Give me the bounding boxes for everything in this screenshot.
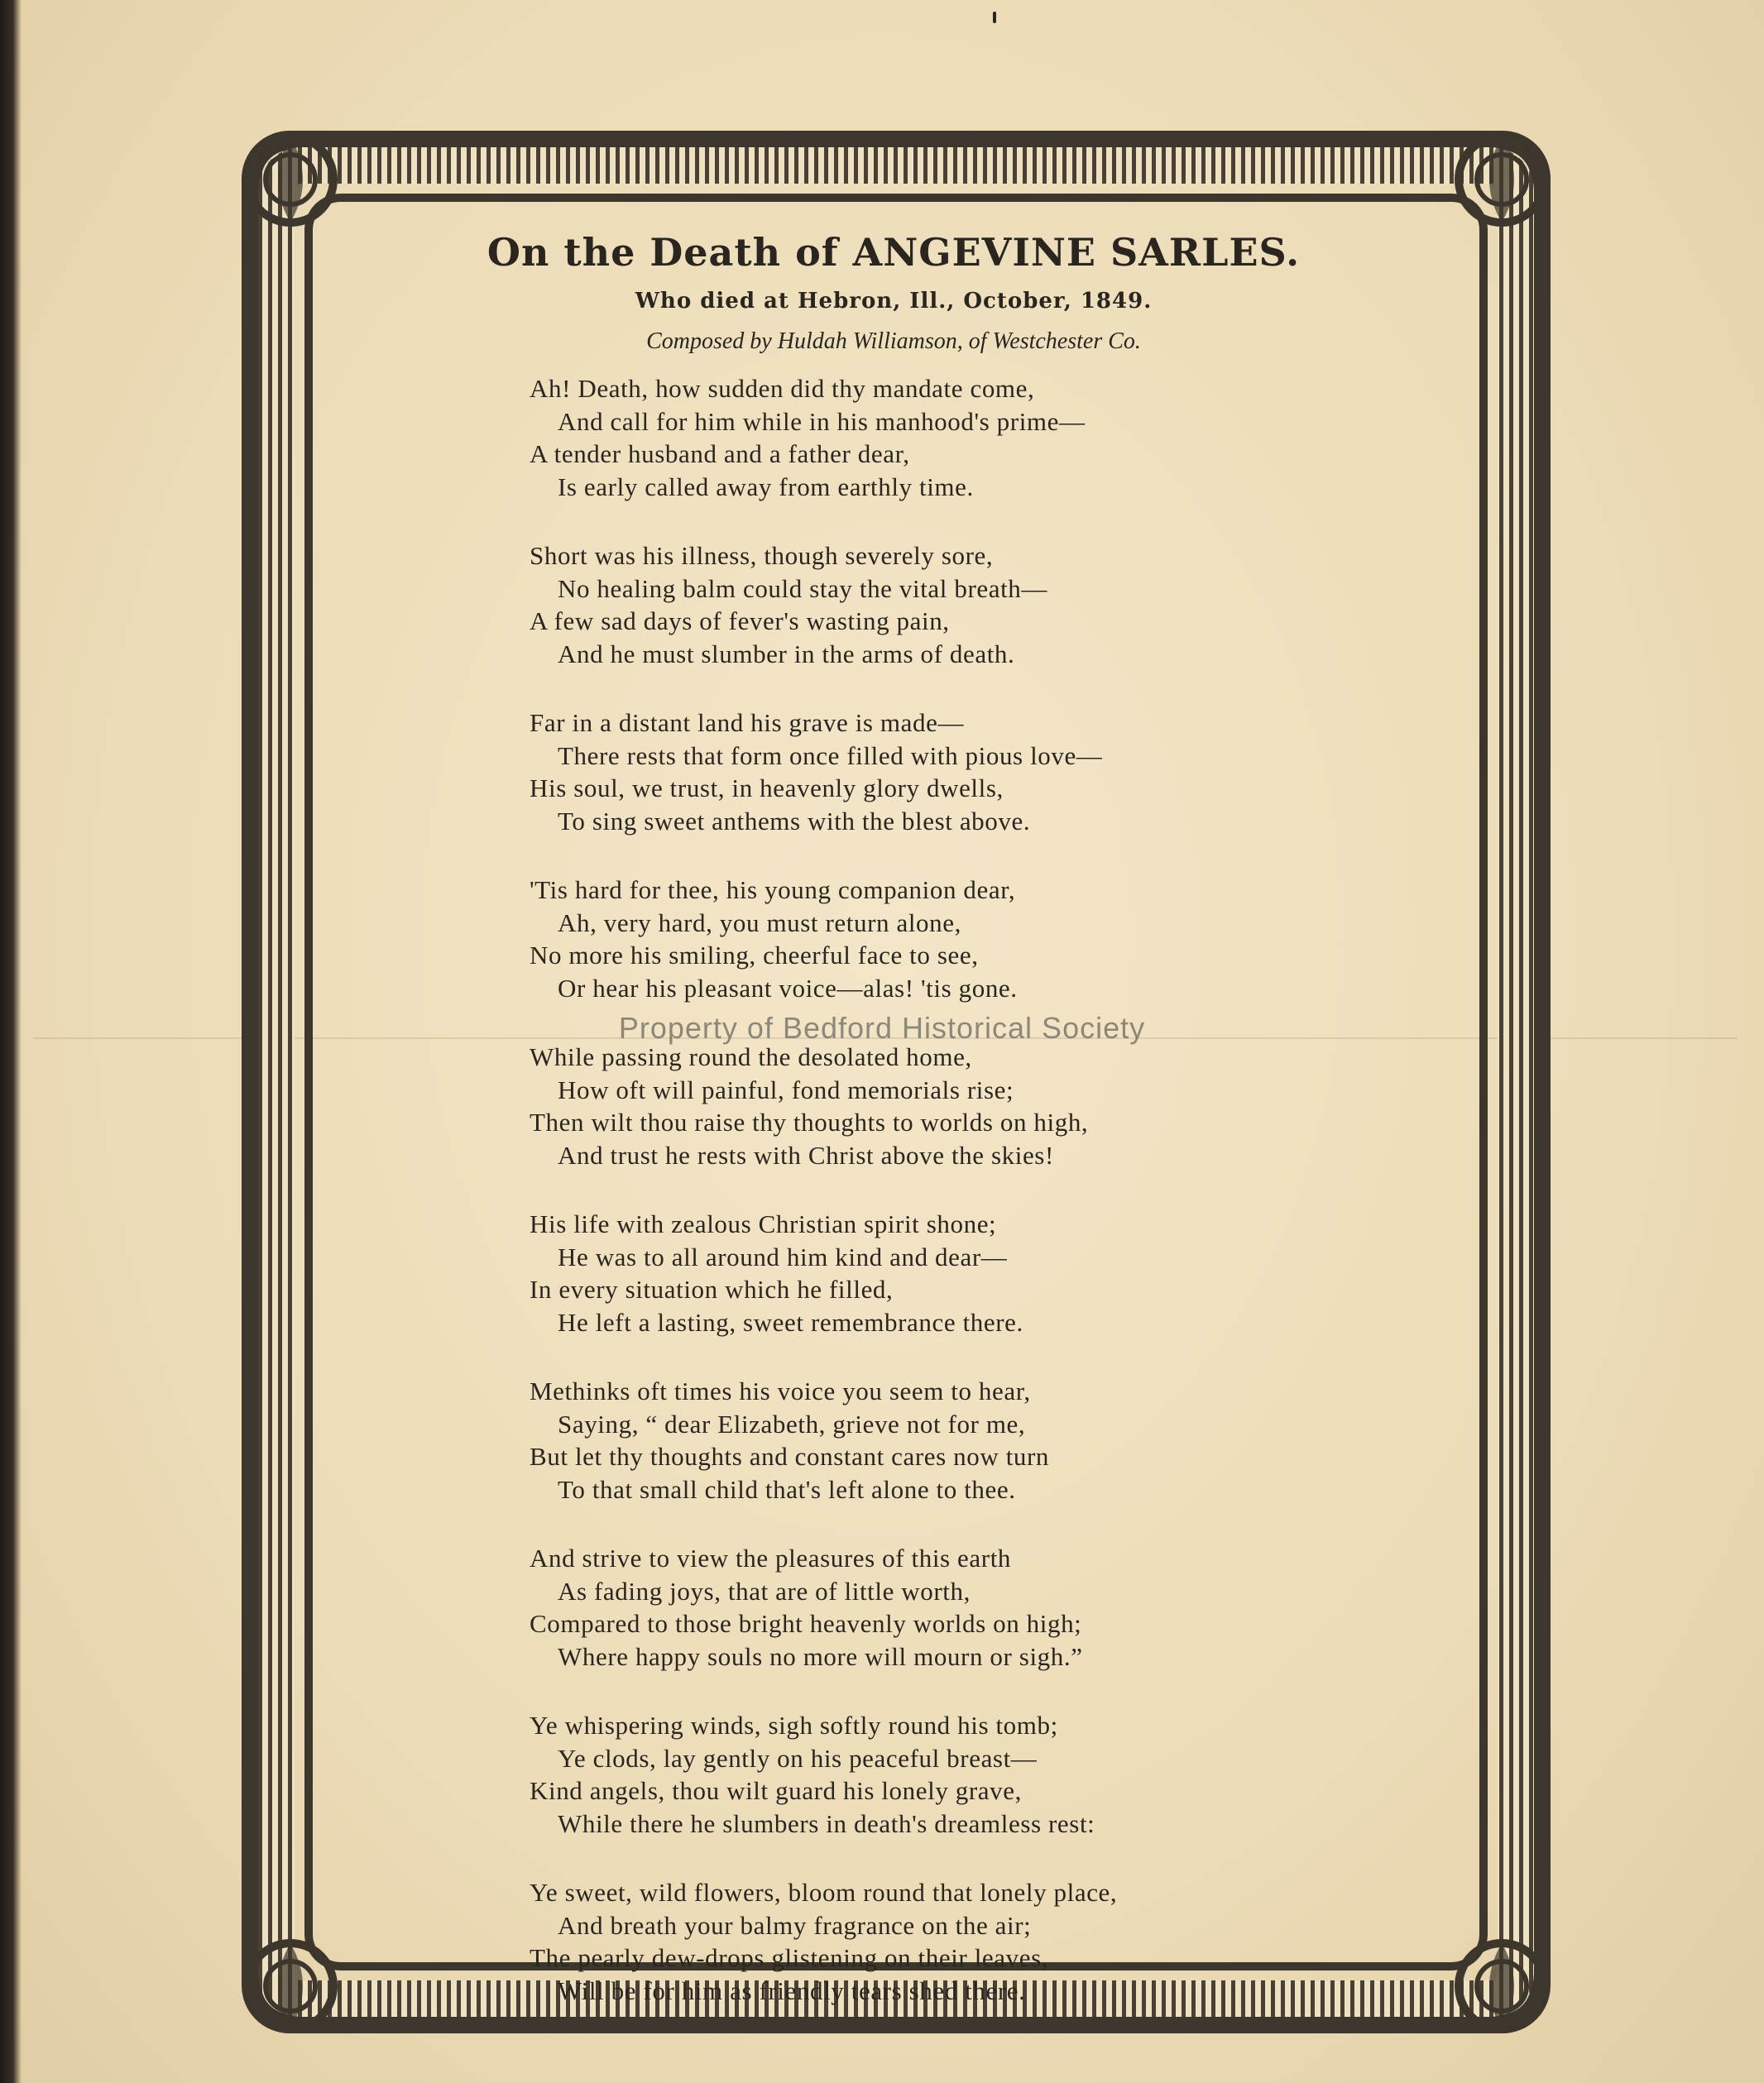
poem-line: Short was his illness, though severely sore, bbox=[530, 541, 994, 570]
poem-line: Methinks oft times his voice you seem to hear, bbox=[530, 1377, 1031, 1405]
poem-line: There rests that form once filled with pious love— bbox=[558, 740, 1103, 770]
poem-line: Ye sweet, wild flowers, bloom round that lonely place, bbox=[530, 1878, 1118, 1907]
poem-line: He was to all around him kind and dear— bbox=[558, 1242, 1008, 1271]
poem-line: To sing sweet anthems with the blest above. bbox=[558, 806, 1031, 836]
poem-line: The pearly dew-drops glistening on their leaves, bbox=[530, 1943, 1049, 1972]
poem-line: To that small child that's left alone to thee. bbox=[558, 1474, 1016, 1504]
poem-line: As fading joys, that are of little worth, bbox=[558, 1576, 971, 1606]
poem-line: While passing round the desolated home, bbox=[530, 1042, 972, 1071]
ornament-icon bbox=[1440, 117, 1564, 242]
stanza bbox=[530, 1876, 1440, 2007]
poem-line: Will be for him as friendly tears shed there. bbox=[558, 1975, 1026, 2005]
poem-line: His life with zealous Christian spirit shone; bbox=[530, 1209, 997, 1238]
stanza bbox=[530, 1041, 1440, 1171]
ink-mark bbox=[993, 12, 996, 23]
poem-line: He left a lasting, sweet remembrance there. bbox=[558, 1307, 1023, 1337]
poem-line: Then wilt thou raise thy thoughts to worlds on high, bbox=[530, 1108, 1089, 1137]
poem-line: Ye clods, lay gently on his peaceful breast— bbox=[558, 1743, 1038, 1773]
poem-line: How oft will painful, fond memorials rise; bbox=[558, 1075, 1014, 1104]
stanza bbox=[530, 1542, 1440, 1673]
watermark: Property of Bedford Historical Society bbox=[618, 1011, 1146, 1045]
poem-line: Kind angels, thou wilt guard his lonely grave, bbox=[530, 1776, 1022, 1805]
poem-line: Ah, very hard, you must return alone, bbox=[558, 907, 961, 937]
poem-line: And breath your balmy fragrance on the air; bbox=[558, 1910, 1032, 1940]
stanza bbox=[530, 1208, 1440, 1338]
poem-line: His soul, we trust, in heavenly glory dwells, bbox=[530, 773, 1004, 802]
poem-line: Compared to those bright heavenly worlds on high; bbox=[530, 1609, 1082, 1638]
stanza bbox=[530, 874, 1440, 1004]
poem-line: Or hear his pleasant voice—alas! 'tis gone. bbox=[558, 973, 1018, 1003]
poem-line: Ye whispering winds, sigh softly round his tomb; bbox=[530, 1711, 1058, 1740]
poem-author: Composed by Huldah Williamson, of Westchester Co. bbox=[646, 328, 1141, 354]
poem-line: Far in a distant land his grave is made— bbox=[530, 708, 965, 737]
poem-line: And strive to view the pleasures of this earth bbox=[530, 1544, 1012, 1573]
stanza bbox=[530, 372, 1440, 503]
broadside-content bbox=[331, 223, 1456, 2005]
poem-line: And call for him while in his manhood's prime— bbox=[558, 406, 1086, 436]
stanza bbox=[530, 1375, 1440, 1506]
poem-line: And trust he rests with Christ above the skies! bbox=[558, 1140, 1054, 1170]
poem-title: On the Death of ANGEVINE SARLES. bbox=[487, 230, 1301, 275]
poem-line: No healing balm could stay the vital breath— bbox=[558, 573, 1047, 603]
poem-subtitle: Who died at Hebron, Ill., October, 1849. bbox=[635, 289, 1153, 314]
poem-line: While there he slumbers in death's dreamless rest: bbox=[558, 1808, 1095, 1838]
stanza bbox=[530, 539, 1440, 670]
poem-line: And he must slumber in the arms of death. bbox=[558, 639, 1015, 668]
poem-line: 'Tis hard for thee, his young companion dear, bbox=[530, 875, 1016, 904]
poem-line: Is early called away from earthly time. bbox=[558, 472, 974, 501]
poem-line: No more his smiling, cheerful face to see, bbox=[530, 941, 979, 970]
poem-body bbox=[530, 372, 1440, 2007]
poem-line: But let thy thoughts and constant cares now turn bbox=[530, 1442, 1050, 1471]
poem-line: A tender husband and a father dear, bbox=[530, 439, 910, 468]
poem-line: A few sad days of fever's wasting pain, bbox=[530, 606, 950, 635]
poem-line: In every situation which he filled, bbox=[530, 1275, 894, 1304]
stanza bbox=[530, 1709, 1440, 1840]
poem-line: Where happy souls no more will mourn or sigh.” bbox=[558, 1641, 1083, 1671]
poem-line: Ah! Death, how sudden did thy mandate come, bbox=[530, 374, 1035, 403]
poem-line: Saying, “ dear Elizabeth, grieve not for me, bbox=[558, 1409, 1026, 1439]
stanza bbox=[530, 706, 1440, 837]
ornament-icon bbox=[1440, 1924, 1564, 2048]
